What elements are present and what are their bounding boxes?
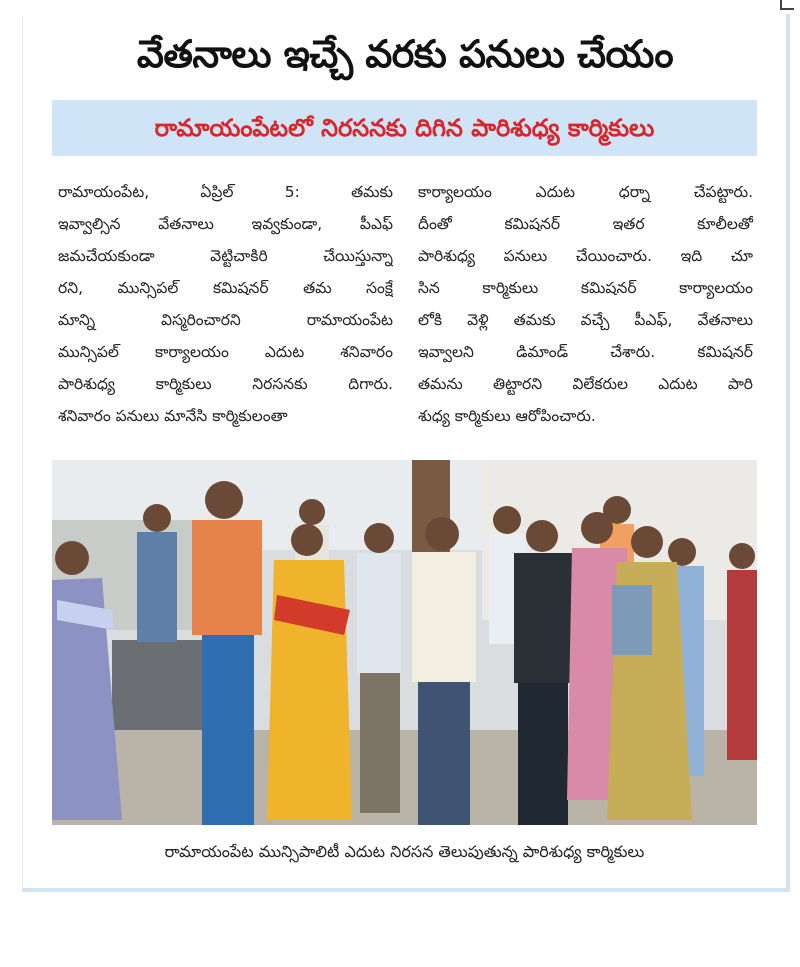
photo-caption: రామాయంపేట మున్సిపాలిటీ ఎదుట నిరసన తెలుపుతున్న పారిశుధ్య కార్మికులు <box>164 842 645 861</box>
text-line: తమను తిట్టారని విలేకరుల ఎదుట పారి <box>418 375 753 393</box>
headline: వేతనాలు ఇచ్చే వరకు పనులు చేయం <box>136 32 674 76</box>
subheadline-banner <box>52 100 757 156</box>
text-line: పారిశుధ్య కార్మికులు నిరసనకు దిగారు. <box>58 375 393 393</box>
article-column-left <box>58 176 393 432</box>
page-corner-mark <box>780 0 794 10</box>
text-line: ఇవ్వాల్సిన వేతనాలు ఇవ్వకుండా, పీఎఫ్ <box>58 215 393 233</box>
subheadline: రామాయంపేటలో నిరసనకు దిగిన పారిశుధ్య కార్మికులు <box>154 114 655 142</box>
text-line: పారిశుధ్య పనులు చేయించారు. ఇది చూ <box>418 247 753 265</box>
text-line: ఇవ్వాలని డిమాండ్ చేశారు. కమిషనర్ <box>418 343 753 361</box>
text-line: రని, మున్సిపల్ కమిషనర్ తమ సంక్షే <box>58 279 393 297</box>
protest-photo <box>52 460 757 825</box>
text-line: సిన కార్మికులు కమిషనర్ కార్యాలయం <box>418 279 753 297</box>
text-line: దీంతో కమిషనర్ ఇతర కూలీలతో <box>418 215 753 233</box>
text-line: శనివారం పనులు మానేసి కార్మికులంతా <box>58 407 288 425</box>
text-line: జమచేయకుండా వెట్టిచాకిరి చేయిస్తున్నా <box>58 247 393 265</box>
article-column-right <box>418 176 753 432</box>
text-line: శుధ్య కార్మికులు ఆరోపించారు. <box>418 407 596 425</box>
text-line: మాన్ని విస్మరించారని రామాయంపేట <box>58 311 393 329</box>
text-line: లోకి వెళ్లి తమకు వచ్చే పీఎఫ్, వేతనాలు <box>418 311 753 329</box>
text-line: రామాయంపేట, ఏప్రిల్ 5: తమకు <box>58 183 393 201</box>
text-line: కార్యాలయం ఎదుట ధర్నా చేపట్టారు. <box>418 183 753 201</box>
text-line: మున్సిపల్ కార్యాలయం ఎదుట శనివారం <box>58 343 393 361</box>
